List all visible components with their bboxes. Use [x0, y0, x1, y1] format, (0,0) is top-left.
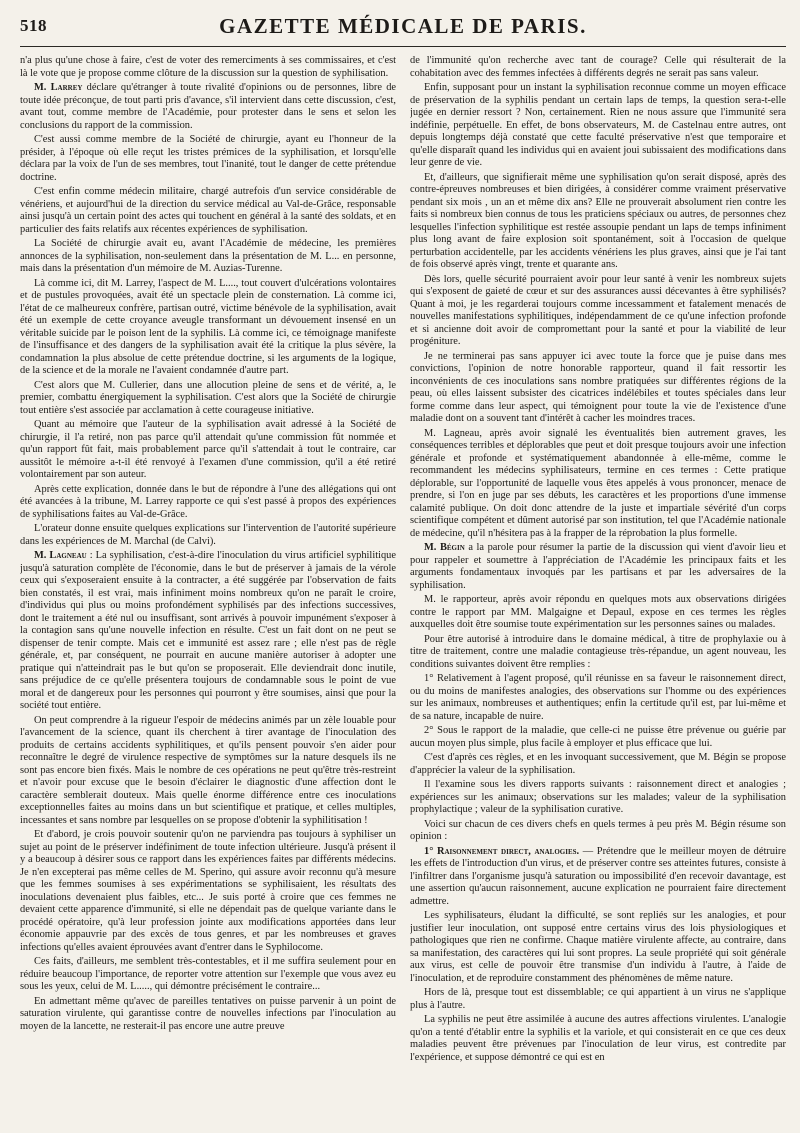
paragraph-text: a la parole pour résumer la partie de la discussion qui vient d'avoir lieu et pour rappeler et soumettre à l'appréciation de l'Académie les principaux faits et les arguments fondamentaux invoqués par les partisans et par les adversaires de la syphilisation.: [410, 542, 786, 591]
paragraph-text: On peut comprendre à la rigueur l'espoir de médecins animés par un zèle louable pour l'avancement de la science, quant ils cherchent à tirer avantage de l'inoculation des produits de certains accidents syphilitiques, et qu'ils pensent pouvoir s'en aider pour reconnaître le degré de virulence respective de symptômes sur la nature desquels ils ne sont pas encore bien fixés. Mais le nombre de ces opérations ne peut qu'être très-restreint et n'avoir pour excuse que le besoin d'éclairer le diagnostic d'une affection dont le caractère semblerait douteux. Mais quelle énorme différence entre ces inoculations exceptionnelles faites au moins dans un but scientifique et pratique, et celles multiples, incessantes et sans nombre par lesquelles on se propose d'obtenir la syphilitisation !: [20, 714, 396, 826]
page-number: 518: [20, 16, 47, 35]
paragraph: [410, 673, 786, 723]
paragraph-text: Hors de là, presque tout est dissemblable; ce qui appartient à un virus ne s'applique plus à l'autre.: [410, 987, 786, 1011]
paragraph: [410, 987, 786, 1012]
article-columns: [20, 55, 786, 1125]
paragraph: [410, 752, 786, 777]
paragraph: [20, 523, 396, 548]
paragraph: [410, 1014, 786, 1064]
journal-title: GAZETTE MÉDICALE DE PARIS.: [219, 14, 587, 38]
right-column: [410, 55, 786, 1125]
paragraph: [410, 779, 786, 817]
paragraph: [20, 715, 396, 828]
paragraph: [20, 134, 396, 184]
paragraph: [410, 594, 786, 632]
paragraph-text: 1° Relativement à l'agent proposé, qu'il réunisse en sa faveur le raisonnement direct, ou du moins de manifestes analogies, des observations sur l'homme ou des expériences sur les animaux, nombreuses et authentiques; enfin la certitude qu'il est, par lui-même et de sa nature, incapable de nuire.: [410, 673, 786, 722]
paragraph-text: M. Lagneau, après avoir signalé les éventualités bien autrement graves, les conséquences terribles et déplorables que peut et doit presque toujours avoir une infection générale et profonde et systématiquement abandonnée à elle-même, comme le recommandent les médecins syphilisateurs, termine en ces termes : Cette pratique déplorable, sur l'opportunité de laquelle vous êtes appelés à vous prononcer, menace de prendre, si l'on en juge par ses débuts, les caractères et les proportions d'une immense calamité publique. On doit donc attendre de la juste et impartiale sévérité d'un corps scientifique compétent et dûment autorisé par son institution, tel que l'Académie nationale de médecine, qu'il n'hésitera pas à la frapper de la réprobation la plus formelle.: [410, 427, 786, 539]
paragraph-text: Et, d'ailleurs, que signifierait même une syphilisation qu'on serait disposé, après des contre-épreuves nombreuses et bien dirigées, à considérer comme vraiment préservative pendant six mois , un an et même dix ans? Elle ne prouverait absolument rien contre les faits si nombreux bien connus de tous les praticiens spéciaux ou autres, de personnes chez lesquelles l'infection syphilitique est restée assoupie pendant un laps de temps infiniment plus long avant de faire explosion soit spontanément, soit à l'occasion de quelque perturbation accidentelle, par les accidents vénériens les plus graves, ainsi que je l'ai tant de fois observé après vingt, trente et quarante ans.: [410, 171, 786, 270]
paragraph-lead: M. Larrey: [34, 82, 83, 93]
paragraph: [20, 55, 396, 80]
paragraph-text: C'est enfin comme médecin militaire, chargé autrefois d'un service considérable de vénériens, et aujourd'hui de la direction du service médical au Val-de-Grâce, responsable ainsi jusqu'à un certain point des actes qui touchent en général à la santé des soldats, et en particulier des faits relatifs aux récentes expériences de syphilisation.: [20, 186, 396, 235]
paragraph-text: Ces faits, d'ailleurs, me semblent très-contestables, et il me suffira seulement pour en réduire beaucoup l'importance, de reporter votre attention sur l'exemple que vous avez eu sous les yeux, celui de M. L....., qui démontre précisément le contraire...: [20, 956, 396, 992]
paragraph-text: Voici sur chacun de ces divers chefs en quels termes à peu près M. Bégin résume son opinion :: [410, 818, 786, 842]
paragraph-text: Enfin, supposant pour un instant la syphilisation reconnue comme un moyen efficace de préservation de la syphilis pendant un certain laps de temps, la question sera-t-elle jugée en dernier ressort ? Non, certainement. Rien ne nous assure que l'immunité sera indéfinie, perpétuelle. En effet, de bons observateurs, M. de Castelnau entre autres, ont depuis longtemps déjà constaté que cette faculté préservative n'est que temporaire et qu'elle disparaît quand les individus qui en avaient joui subissaient des modifications dans leur genre de vie.: [410, 82, 786, 168]
paragraph-lead: M. Bégin: [424, 542, 465, 553]
paragraph: [20, 829, 396, 954]
paragraph: [410, 725, 786, 750]
left-column: [20, 55, 396, 1125]
paragraph-text: M. le rapporteur, après avoir répondu en quelques mots aux observations dirigées contre le rapport par MM. Malgaigne et Depaul, expose en ces termes les règles auxquelles doit être soumise toute expérimentation sur les personnes saines ou malades.: [410, 594, 786, 630]
paragraph: [410, 172, 786, 272]
paragraph: [20, 484, 396, 522]
paragraph: [410, 542, 786, 592]
paragraph: [410, 82, 786, 170]
paragraph: [20, 186, 396, 236]
paragraph-text: Après cette explication, donnée dans le but de répondre à l'une des allégations qui ont été avancées à la tribune, M. Larrey rapporte ce qui s'est passé à propos des expériences de syphilisations faites au Val-de-Grâce.: [20, 483, 396, 520]
paragraph: [410, 910, 786, 985]
paragraph-text: n'a plus qu'une chose à faire, c'est de voter des remerciments à ses commissaires, et c'est là le vote que je propose comme clôture de la discussion sur la question de syphilisation.: [20, 55, 396, 79]
paragraph: [410, 274, 786, 349]
paragraph: [20, 82, 396, 132]
paragraph: [410, 634, 786, 672]
paragraph: [20, 956, 396, 994]
paragraph-text: En admettant même qu'avec de pareilles tentatives on puisse parvenir à un point de saturation virulente, qui garantisse contre de nouvelles infections par l'inoculation au moyen de la lancette, ne resterait-il pas encore une autre preuve: [20, 995, 396, 1032]
paragraph-text: Pour être autorisé à introduire dans le domaine médical, à titre de prophylaxie ou à titre de traitement, contre une maladie contagieuse très-répandue, un agent nouveau, les conditions suivantes doivent être remplies :: [410, 633, 786, 670]
paragraph-text: : La syphilisation, c'est-à-dire l'inoculation du virus artificiel syphilitique jusqu'à saturation complète de l'économie, dans le but de préserver à jamais de la vérole ceux qui s'exposeraient ensuite à la contracter, a été suggérée par l'observation de faits bien constatés, il est vrai, mais infiniment moins nombreux qu'on ne paraît le croire, d'individus qui plus ou moins profondément syphilisés par des infections successives, dont le traitement a été nul ou insuffisant, sont arrivés à pouvoir impunément s'exposer à la contagion sans qu'une nouvelle infection en résulte. C'est un fait dont on ne peut se dispenser de tenir compte. Mais cet e immunité est assez rare ; elle n'est pas de règle générale, et, par conséquent, ne pourrait en aucune manière autoriser à adopter une pratique qui n'atteindrait pas le but qu'on se proposerait. Elle deviendrait donc inutile, sans préjudice de ce qu'elle présentera toujours de condamnable sous le point de vue moral et de dangereux pour les personnes qui pourront y être soumises, ainsi que pour la société tout entière.: [20, 550, 396, 711]
paragraph-text: Quant au mémoire que l'auteur de la syphilisation avait adressé à la Société de chirurgie, il l'a retiré, non pas parce qu'il attendait qu'une commission fût nommée et qu'un rapport fût fait, mais probablement parce qu'il s'attendait à tout le contraire, car aussitôt le mémoire a-t-il été renvoyé à l'examen d'une commission, qu'il a été retiré volontairement par son auteur.: [20, 419, 396, 480]
paragraph: [410, 55, 786, 80]
paragraph: [20, 278, 396, 378]
paragraph-text: Là comme ici, dit M. Larrey, l'aspect de M. L...., tout couvert d'ulcérations volontaires et de pustules provoquées, avait été un spectacle plein de consternation. Là comme ici, l'état de ce malheureux confrère, partisan outré, victime bénévole de la syphilisation, avait été un exemple de cette croyance aveugle transformant un dévouement insensé en un véritable suicide par le poison lent de la syphilis. Là comme ici, ce témoignage manifeste de l'insuffisance et des dangers de la syphilisation avait été la critique la plus sévère, la condamnation la plus absolue de cette prétendue doctrine, si les arguments de la logique, de la science et de la morale ne l'avaient condamnée d'autre part.: [20, 277, 396, 376]
paragraph-text: de l'immunité qu'on recherche avec tant de courage? Celle qui résulterait de la cohabitation avec des femmes infectées à différents degrés ne serait pas sans valeur.: [410, 55, 786, 79]
page-header: [20, 0, 786, 47]
paragraph: [20, 380, 396, 418]
paragraph: [20, 996, 396, 1034]
paragraph-text: 2° Sous le rapport de la maladie, que celle-ci ne puisse être prévenue ou guérie par aucun moyen plus simple, plus facile à employer et plus efficace que lui.: [410, 725, 786, 749]
paragraph: [410, 819, 786, 844]
paragraph-text: Les syphilisateurs, éludant la difficulté, se sont repliés sur les analogies, et pour justifier leur inoculation, ont supposé entre certains virus des lois physiologiques et pathologiques que rien ne confirme. Chaque matière virulente affecte, au contraire, dans sa manifestation, des caractères qui lui sont propres. La seule propriété qui soit générale aux virus, est celle de pouvoir être transmise d'un individu à l'autre, à l'aide de l'inoculation, et de reproduire constamment des phénomènes de même nature.: [410, 910, 786, 984]
paragraph-text: Dès lors, quelle sécurité pourraient avoir pour leur santé à venir les nombreux sujets qui s'exposent de gaieté de cœur et sur des assurances aussi décevantes à être syphilisés? Quant à moi, je les regarderai toujours comme incessamment et fatalement menacés de nouvelles manifestations syphilitiques, indépendamment de ce qu'une infection profonde et si ancienne doit avoir de compromettant pour la santé et pour la viabilité de leur progéniture.: [410, 273, 786, 347]
paragraph-text: C'est aussi comme membre de la Société de chirurgie, ayant eu l'honneur de la présider, à l'époque où elle reçut les tristes prémices de la syphilisation, et lorsqu'elle déclara par la voix de l'un de ses membres, tout l'inanité, tout le danger de cette prétendue doctrine.: [20, 134, 396, 183]
paragraph-text: Je ne terminerai pas sans appuyer ici avec toute la force que je puise dans mes convictions, l'opinion de notre honorable rapporteur, quand il fait ressortir les inconvénients de ces inoculations sans nombre pratiquées sur différentes régions de la peau, où elles laissent subsister des cicatrices indélébiles et toutes spéciales dans leur forme comme dans leur aspect, qui témoignent pour toute la vie de l'existence d'une maladie dont on a souvent tant d'intérêt à cacher les moindres traces.: [410, 350, 786, 424]
paragraph: [410, 351, 786, 426]
paragraph-text: La syphilis ne peut être assimilée à aucune des autres affections virulentes. L'analogie qu'on a tenté d'établir entre la syphilis et la variole, et qui consisterait en ce que ces deux maladies peuvent être prévenues par l'inoculation de leur virus, est contredite par l'expérience, et suppose démontré ce qui est en: [410, 1014, 786, 1063]
paragraph: [20, 550, 396, 713]
paragraph-text: C'est alors que M. Cullerier, dans une allocution pleine de sens et de vérité, a, le premier, combattu énergiquement la syphilisation. C'est alors que la Société de chirurgie tout entière s'est associée par acclamation à cette courageuse initiative.: [20, 379, 396, 416]
paragraph: [410, 846, 786, 909]
paragraph-text: La Société de chirurgie avait eu, avant l'Académie de médecine, les premières annonces de la syphilisation, non-seulement dans la présentation de M. L... en personne, mais dans la présentation d'un mémoire de M. Auzias-Turenne.: [20, 238, 396, 274]
paragraph: [20, 238, 396, 276]
paragraph-text: Il l'examine sous les divers rapports suivants : raisonnement direct et analogies ; expériences sur les animaux; observations sur les malades; valeur de la syphilisation prophylactique ; valeur de la syphilisation curative.: [410, 779, 786, 815]
paragraph-lead: 1° Raisonnement direct, analogies.: [424, 845, 580, 857]
paragraph-text: L'orateur donne ensuite quelques explications sur l'intervention de l'autorité supérieure dans les expériences de M. Marchal (de Calvi).: [20, 523, 396, 547]
paragraph-text: — Prétendre que le meilleur moyen de détruire les effets de l'introduction d'un virus, et de préserver contre ses atteintes futures, consiste à l'infiltrer dans l'organisme jusqu'à saturation ou impossibilité d'en recevoir davantage, est une assertion qu'aucun raisonnement, aucune explication ne pourraient faire directement admettre.: [410, 845, 786, 907]
paragraph: [20, 419, 396, 482]
paragraph-lead: M. Lagneau: [34, 550, 87, 561]
paragraph-text: C'est d'après ces règles, et en les invoquant successivement, que M. Bégin se propose d'apprécier la valeur de la syphilisation.: [410, 752, 786, 776]
paragraph: [410, 428, 786, 541]
paragraph-text: déclare qu'étranger à toute rivalité d'opinions ou de personnes, libre de toute idée préconçue, de tout parti pris d'avance, s'il intervient dans cette discussion, c'est, avant tout, comme membre de l'Académie, pour protester dans le sens et selon les conclusions du rapport de la commission.: [20, 82, 396, 131]
paragraph-text: Et d'abord, je crois pouvoir soutenir qu'on ne parviendra pas toujours à syphiliser un sujet au point de le préserver indéfiniment de toute infection ultérieure. Jusqu'à présent il y a beaucoup à désirer sous ce rapport dans les expériences faites par différents médecins. Je n'en excepterai pas même celles de M. Sperino, qui assure avoir reconnu qu'à mesure que les femmes soumises à ses expérimentations se syphilisaient, les résultats des inoculations devenaient plus faibles, etc... Je suis porté à croire que ces femmes ne devaient cette apparence d'immunité, si elle ne dépendait pas de quelque variante dans le procédé opératoire, qu'à leur profession jointe aux modifications apportées dans leur économie appauvrie par des excès de tous genres, et par les nombreuses et graves infections qu'elles avaient éprouvées avant d'entrer dans le Syphilocome.: [20, 829, 396, 953]
